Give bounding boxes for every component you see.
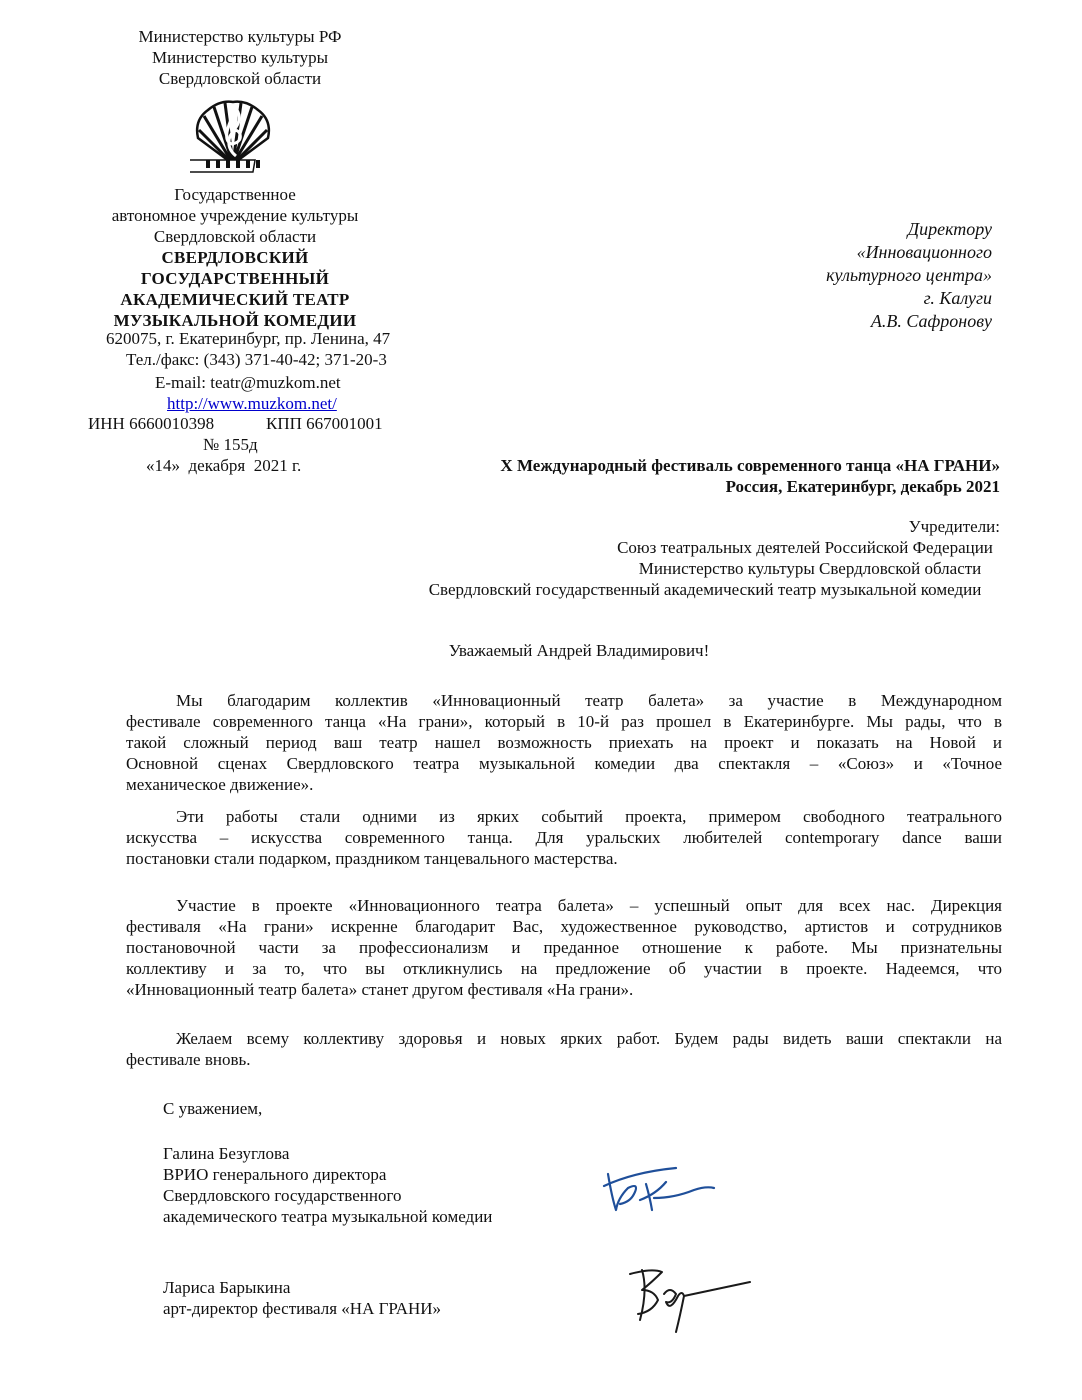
address: 620075, г. Екатеринбург, пр. Ленина, 47 [106, 329, 391, 348]
signature-image [594, 1158, 724, 1220]
paragraph-line: коллективу и за то, что вы откликнулись на предложение об участии в проекте. Надеемся, что [126, 959, 1002, 978]
paragraph [126, 1028, 1002, 1070]
paragraph [126, 690, 1002, 795]
recipient-block [760, 218, 992, 333]
signatory-block [163, 1277, 441, 1319]
paragraph-line: Эти работы стали одними из ярких событий проекта, примером свободного театрального [176, 807, 1002, 826]
phone: Тел./факс: (343) 371-40-42; 371-20-3 [126, 350, 387, 369]
paragraph-line: фестиваля «На грани» искренне благодарит Вас, художественное руководство, артистов и сотрудников [126, 917, 1002, 936]
document-number: № 155д [203, 435, 258, 454]
paragraph-line: механическое движение». [126, 775, 314, 794]
handwritten-signature-icon [622, 1260, 758, 1338]
signatory-name: Лариса Барыкина [163, 1278, 291, 1297]
signature-image [622, 1260, 758, 1338]
handwritten-signature-icon [594, 1158, 724, 1220]
paragraph-line: Основной сценах Свердловского театра музыкальной комедии два спектакля – «Союз» и «Точное [126, 754, 1002, 773]
founder-item: Министерство культуры Свердловской области [638, 559, 982, 578]
founders-heading: Учредители: [908, 517, 1000, 536]
org-name-line: ГОСУДАРСТВЕННЫЙ [140, 269, 330, 288]
signatory-block [163, 1143, 492, 1227]
org-name-line: СВЕРДЛОВСКИЙ [161, 248, 309, 267]
organization-block [80, 184, 390, 331]
kpp: КПП 667001001 [266, 414, 383, 433]
founders-list [400, 537, 1010, 600]
signatory-title: арт-директор фестиваля «НА ГРАНИ» [163, 1299, 442, 1318]
signatory-name: Галина Безуглова [163, 1144, 290, 1163]
paragraph-line: Участие в проекте «Инновационного театра балета» – успешный опыт для всех нас. Дирекция [176, 896, 1002, 915]
document-date: «14» декабря 2021 г. [146, 456, 302, 475]
paragraph [126, 895, 1002, 1000]
ministry-line: Министерство культуры РФ [138, 27, 342, 46]
paragraph-line: фестивале вновь. [126, 1050, 251, 1069]
paragraph-line: Желаем всему коллективу здоровья и новых ярких работ. Будем рады видеть ваши спектакли на [176, 1029, 1002, 1048]
org-line: автономное учреждение культуры [111, 206, 359, 225]
signatory-title: ВРИО генерального директора [163, 1165, 387, 1184]
email: E-mail: teatr@muzkom.net [155, 373, 341, 392]
recipient-line: культурного центра» [826, 265, 992, 285]
paragraph-line: Мы благодарим коллектив «Инновационный театр балета» за участие в Международном [176, 691, 1002, 710]
signatory-title: Свердловского государственного [163, 1186, 402, 1205]
recipient-line: г. Калуги [923, 288, 992, 308]
paragraph-line: искусства – искусства современного танца. Для уральских любителей contemporary dance ваши [126, 828, 1002, 847]
ministry-line: Свердловской области [158, 69, 322, 88]
ministry-block [130, 26, 350, 89]
paragraph-line: такой сложный период ваш театр нашел возможность приехать на проект и показать на Новой и [126, 733, 1002, 752]
org-line: Свердловской области [153, 227, 317, 246]
festival-subtitle: Россия, Екатеринбург, декабрь 2021 [725, 477, 1000, 496]
inn: ИНН 6660010398 [88, 414, 215, 433]
website-link[interactable]: http://www.muzkom.net/ [167, 394, 337, 413]
paragraph [126, 806, 1002, 869]
founder-item: Союз театральных деятелей Российской Федерации [617, 538, 993, 557]
org-line: Государственное [174, 185, 296, 204]
festival-title: X Международный фестиваль современного танца «НА ГРАНИ» [500, 456, 1000, 475]
ministry-line: Министерство культуры [151, 48, 329, 67]
salutation: Уважаемый Андрей Владимирович! [448, 641, 710, 660]
founders-block [380, 516, 1000, 537]
paragraph-line: постановки стали подарком, праздником танцевального мастерства. [126, 849, 618, 868]
org-name-line: МУЗЫКАЛЬНОЙ КОМЕДИИ [113, 311, 357, 330]
shell-treble-clef-logo-icon [190, 98, 276, 176]
org-name-line: АКАДЕМИЧЕСКИЙ ТЕАТР [120, 290, 350, 309]
paragraph-line: постановочной части за профессионализм и преданное отношение к работе. Мы признательны [126, 938, 1002, 957]
closing: С уважением, [163, 1099, 263, 1118]
paragraph-line: «Инновационный театр балета» станет другом фестиваля «На грани». [126, 980, 634, 999]
signatory-title: академического театра музыкальной комедии [163, 1207, 493, 1226]
theatre-logo [190, 98, 276, 176]
recipient-line: «Инновационного [856, 242, 992, 262]
paragraph-line: фестивале современного танца «На грани», который в 10-й раз прошел в Екатеринбурге. Мы рады, что в [126, 712, 1002, 731]
recipient-line: Директору [907, 219, 992, 239]
recipient-line: А.В. Сафронову [870, 311, 992, 331]
founder-item: Свердловский государственный академический театр музыкальной комедии [428, 580, 982, 599]
